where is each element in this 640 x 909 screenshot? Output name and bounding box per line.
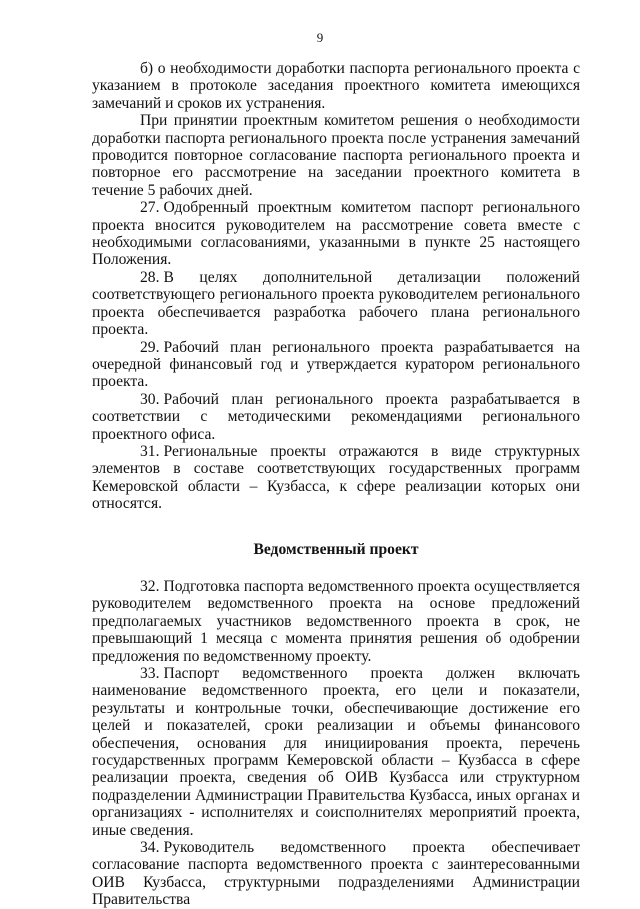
paragraph-28: 28. В целях дополнительной детализации положений соответствующего регионального проекта руководителем регионального проекта обеспечивается разработка рабочего плана регионального проекта. (92, 268, 580, 339)
paragraph-30: 30. Рабочий план регионального проекта разрабатывается в соответствии с методическими рекомендациями регионального проектного офиса. (92, 390, 580, 443)
paragraph-29: 29. Рабочий план регионального проекта разрабатывается на очередной финансовый год и утверждается куратором регионального проекта. (92, 338, 580, 391)
paragraph-32: 32. Подготовка паспорта ведомственного проекта осуществляется руководителем ведомственного проекта на основе предложений предполагаемых участников ведомственного проекта в срок, не превышающий 1 месяца с момента принятия решения об одобрении предложения по ведомственному проекту. (92, 577, 580, 665)
paragraph: б) о необходимости доработки паспорта регионального проекта с указанием в протоколе заседания проектного комитета имеющихся замечаний и сроков их устранения. (92, 60, 580, 112)
paragraph-27: 27. Одобренный проектным комитетом паспорт регионального проекта вносится руководителем на рассмотрение совета вместе с необходимыми согласованиями, указанными в пункте 25 настоящего Положения. (92, 199, 580, 269)
section-heading: Ведомственный проект (253, 540, 419, 558)
paragraph-34: 34. Руководитель ведомственного проекта обеспечивает согласование паспорта ведомственного проекта с заинтересованными ОИВ Кузбасса, структурными подразделениями Администрации Правительства (92, 839, 580, 909)
paragraph: При принятии проектным комитетом решения о необходимости доработки паспорта регионального проекта после устранения замечаний проводится повторное согласование паспорта регионального проекта и повторное его рассмотрение на заседании проектного комитета в течение 5 рабочих дней. (92, 112, 580, 199)
paragraph-31: 31. Региональные проекты отражаются в виде структурных элементов в составе соответствующих государственных программ Кемеровской области – Кузбасса, к сфере реализации которых они относятся. (92, 442, 580, 513)
paragraph-33: 33. Паспорт ведомственного проекта должен включать наименование ведомственного проекта, его цели и показатели, результаты и контрольные точки, обеспечивающие достижение его целей и показателей, сроки реализации и объемы финансового обеспечения, основания для инициирования проекта, перечень государственных программ Кемеровской области – Кузбасса в сфере реализации проекта, сведения об ОИВ Кузбасса или структурном подразделении Администрации Правительства Кузбасса, иных органах и организациях - исполнителях и соисполнителях мероприятий проекта, иные сведения. (92, 665, 580, 839)
document-body (92, 60, 580, 909)
page-number: 9 (316, 30, 324, 45)
